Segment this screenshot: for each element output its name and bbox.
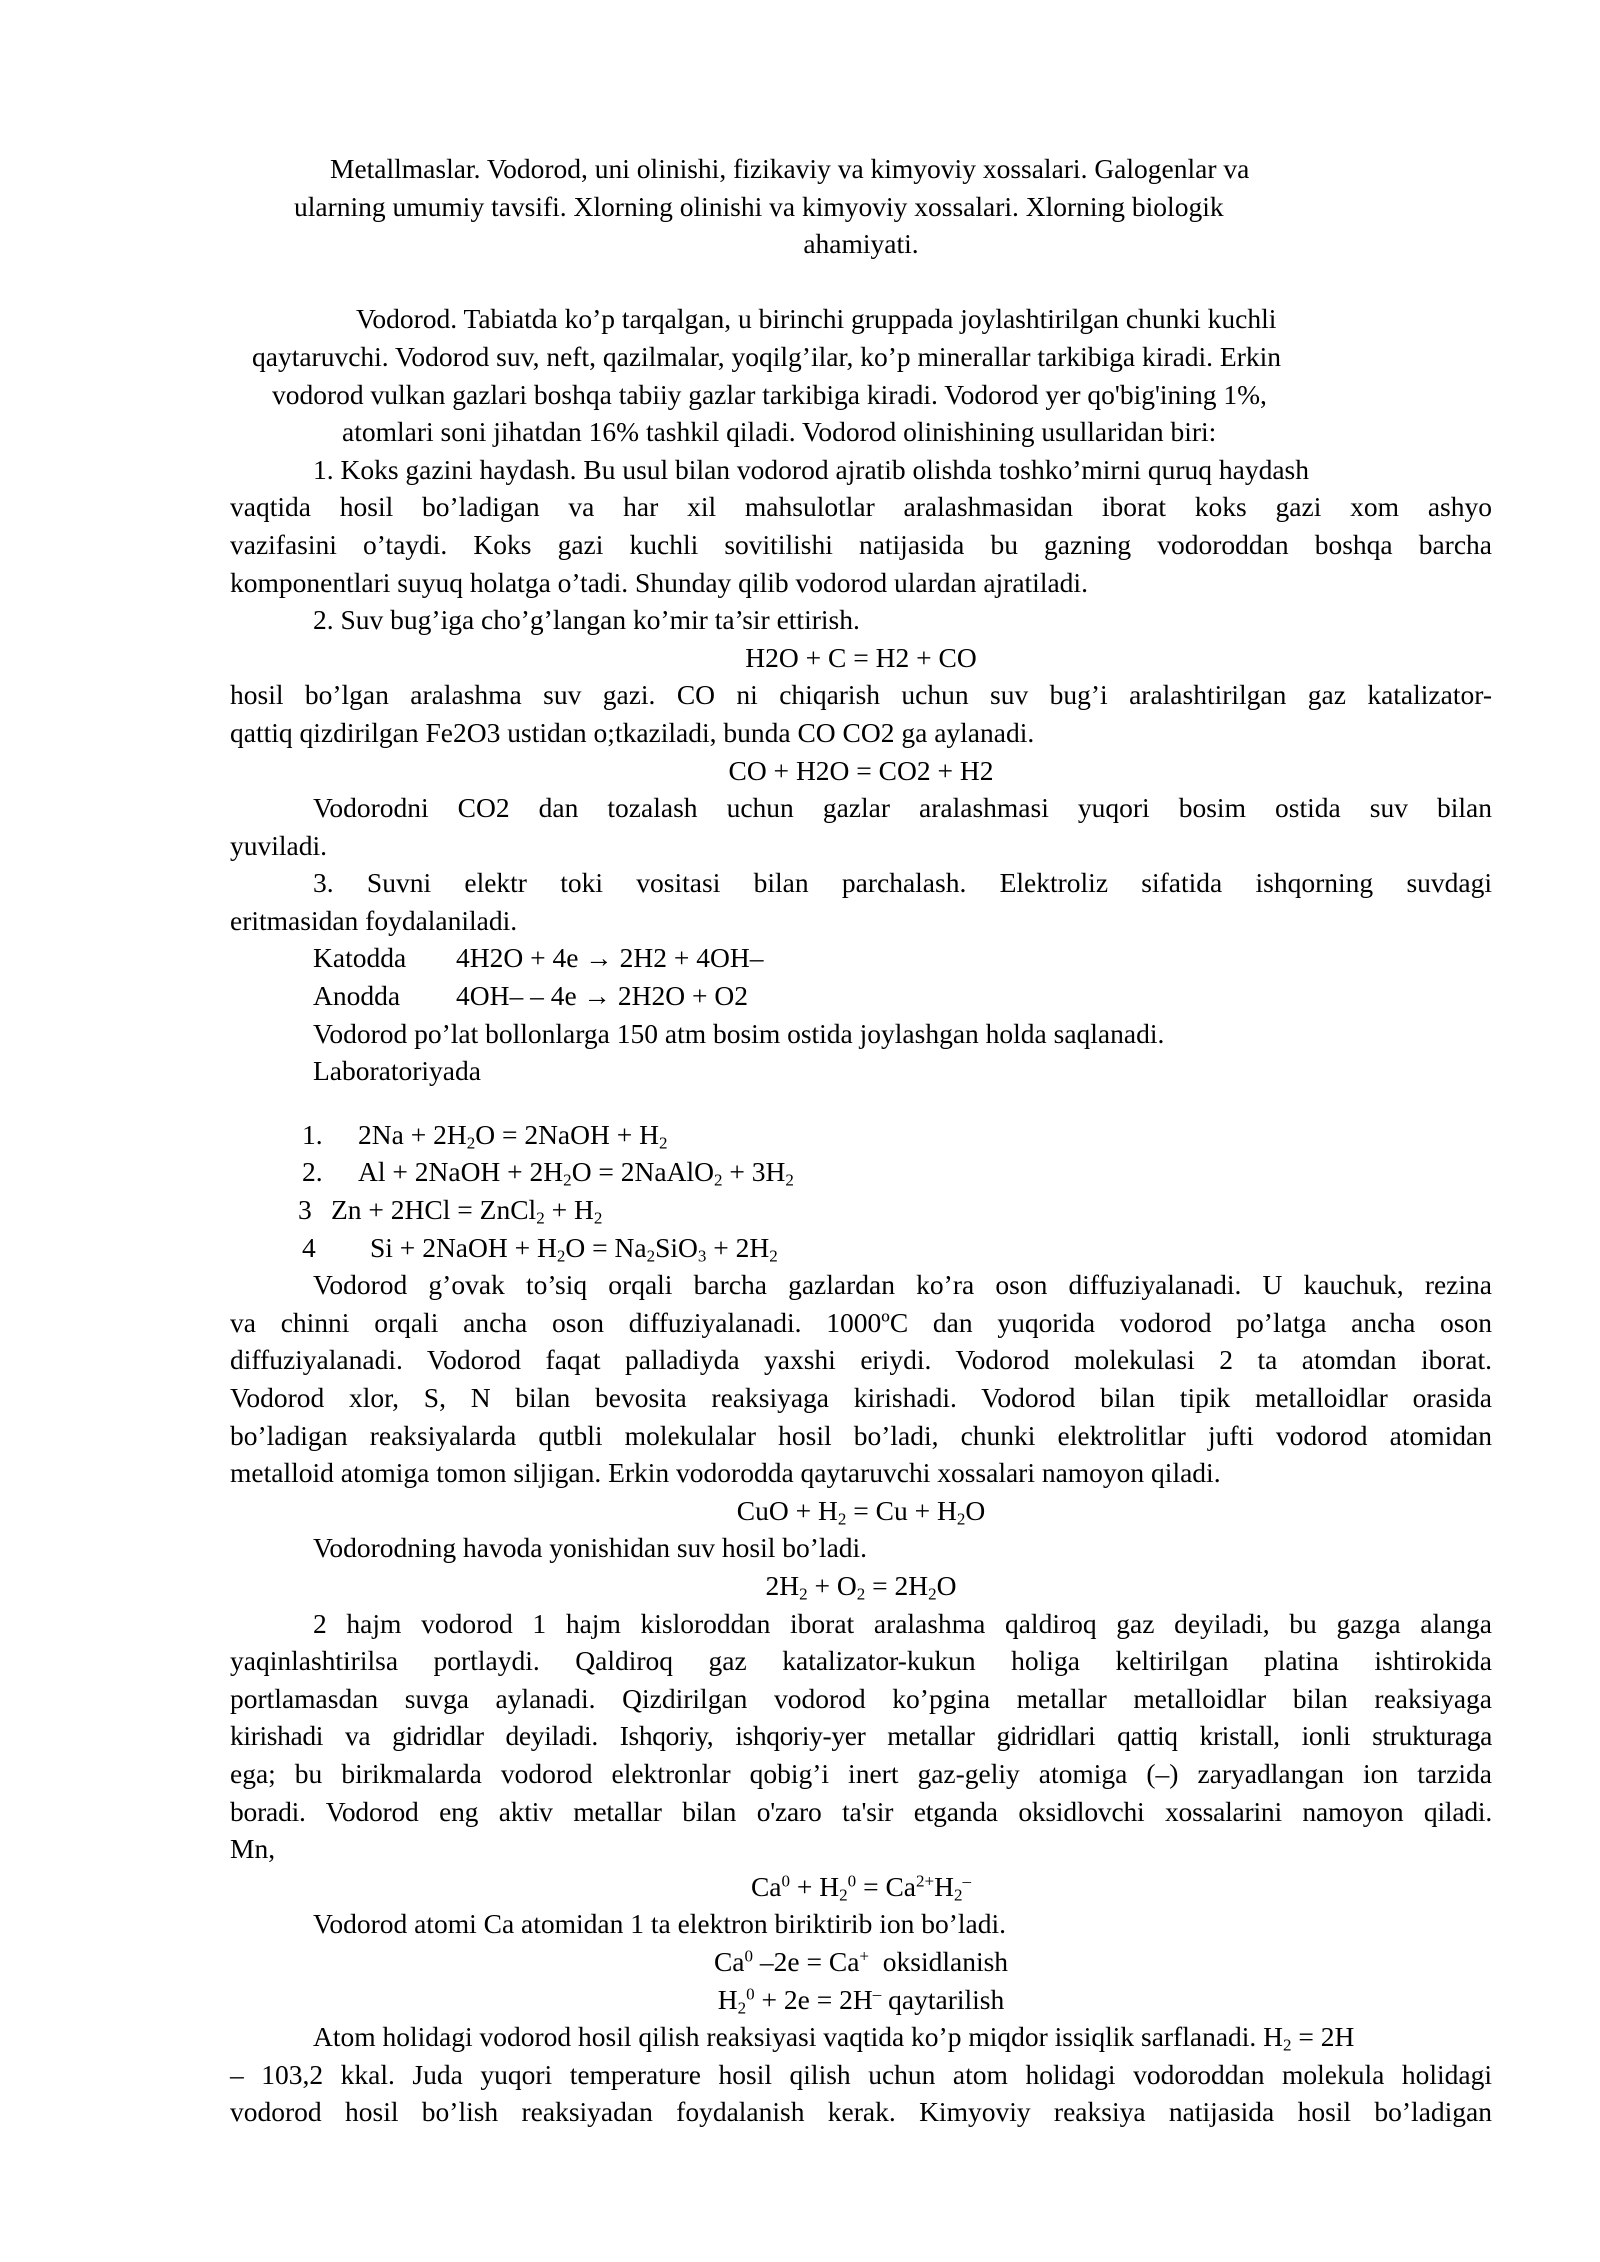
subscript: 2 xyxy=(1283,2035,1292,2055)
list-item xyxy=(230,1116,1492,1154)
reaction-text: + 3H xyxy=(722,1156,786,1188)
equation-text: Ca xyxy=(713,1945,745,1977)
detonating-gas-paragraph xyxy=(230,1605,1492,1868)
water-gas-paragraph xyxy=(230,676,1492,751)
paragraph-line: bo’ladigan reaksiyalarda qutbli molekulalar hosil bo’ladi, chunki elektrolitlar jufti vodorod atomidan xyxy=(230,1419,1492,1451)
reaction-text: Zn + 2HCl = ZnCl xyxy=(331,1194,537,1226)
subscript: 2 xyxy=(593,1208,603,1228)
cathode-label: Katodda xyxy=(313,942,407,974)
subscript: 2 xyxy=(713,1170,723,1190)
method-3-paragraph xyxy=(230,864,1492,939)
subscript: 2 xyxy=(769,1245,778,1265)
paragraph-line: atomlari soni jihatdan 16% tashkil qiladi. Vodorod olinishining usullaridan biri: xyxy=(342,416,1217,448)
subscript: 2 xyxy=(785,1170,794,1190)
equation-calcium-hydride xyxy=(230,1868,1492,1906)
reaction-text: Si + 2NaOH + H xyxy=(370,1231,557,1263)
superscript: + xyxy=(859,1946,870,1966)
list-number: 3 xyxy=(298,1194,312,1226)
superscript: 0 xyxy=(746,1984,755,2004)
paragraph-line: Mn, xyxy=(230,1833,276,1865)
paragraph-line: Vodorod xlor, S, N bilan bevosita reaksiyaga kirishadi. Vodorod bilan tipik metalloidlar orasida xyxy=(230,1382,1492,1413)
paragraph-line: diffuziyalanadi. Vodorod faqat palladiyda yaxshi eriydi. Vodorod molekulasi 2 ta atomdan iborat. xyxy=(230,1344,1492,1376)
paragraph-text: Atom holidagi vodorod hosil qilish reaksiyasi vaqtida ko’p miqdor issiqlik sarflanadi. H xyxy=(313,2021,1284,2053)
co2-cleaning-paragraph xyxy=(230,789,1492,864)
superscript: 0 xyxy=(847,1871,857,1891)
diffusion-paragraph xyxy=(230,1266,1492,1492)
equation-text: = Ca xyxy=(856,1870,916,1902)
list-number: 2. xyxy=(302,1156,323,1188)
equation-text: O xyxy=(965,1494,986,1526)
list-item xyxy=(230,1229,1492,1267)
equation-text: O xyxy=(936,1569,957,1601)
title-line: Metallmaslar. Vodorod, uni olinishi, fizikaviy va kimyoviy xossalari. Galogenlar va xyxy=(330,153,1250,184)
paragraph-line: eritmasidan foydalaniladi. xyxy=(230,904,518,936)
paragraph-line: Vodorod. Tabiatda ko’p tarqalgan, u birinchi gruppada joylashtirilgan chunki kuchli xyxy=(356,303,1277,335)
subscript: 2 xyxy=(658,1133,668,1153)
subscript: 2 xyxy=(839,1884,848,1904)
list-number: 4 xyxy=(302,1231,316,1263)
paragraph-line: Vodorodni CO2 dan tozalash uchun gazlar aralashmasi yuqori bosim ostida suv bilan xyxy=(313,792,1492,824)
anode-reaction xyxy=(230,977,1492,1015)
superscript: – xyxy=(962,1871,972,1891)
paragraph-line: 3. Suvni elektr toki vositasi bilan parchalash. Elektroliz sifatida ishqorning suvdagi xyxy=(313,867,1492,899)
subscript: 2 xyxy=(556,1245,566,1265)
paragraph-text: = 2H xyxy=(1291,2021,1355,2053)
subscript: 2 xyxy=(563,1170,572,1190)
equation-text: Ca xyxy=(750,1870,782,1902)
equation-text: H xyxy=(717,1983,738,2015)
method-2-heading: 2. Suv bug’iga cho’g’langan ko’mir ta’sir ettirish. xyxy=(313,604,860,636)
title-line: ahamiyati. xyxy=(803,228,919,260)
paragraph-line: kirishadi va gidridlar deyiladi. Ishqoriy, ishqoriy-yer metallar gidridlari qattiq kristall, ionli strukturaga xyxy=(230,1720,1492,1752)
lab-reactions-list xyxy=(230,1116,1492,1266)
paragraph-line: boradi. Vodorod eng aktiv metallar bilan o'zaro ta'sir etganda oksidlovchi xossalarini namoyon qiladi. xyxy=(230,1795,1492,1827)
paragraph-line: portlamasdan suvga aylanadi. Qizdirilgan vodorod ko’pgina metallar metalloidlar bilan reaksiyaga xyxy=(230,1682,1492,1714)
equation-text: = 2H xyxy=(865,1569,929,1601)
blank-line xyxy=(230,1090,1492,1116)
anode-label: Anodda xyxy=(313,980,401,1012)
paragraph-line: 2 hajm vodorod 1 hajm kisloroddan iborat aralashma qaldiroq gaz deyiladi, bu gazga alanga xyxy=(313,1607,1492,1639)
equation-text: CuO + H xyxy=(736,1494,838,1526)
superscript: 0 xyxy=(744,1946,754,1966)
subscript: 2 xyxy=(956,1509,966,1529)
reaction-text: O = 2NaOH + H xyxy=(475,1118,659,1150)
paragraph-line xyxy=(230,2018,1492,2056)
cathode-reaction xyxy=(230,939,1492,977)
reaction-text: O = 2NaAlO xyxy=(571,1156,714,1188)
list-item xyxy=(230,1153,1492,1191)
combustion-text: Vodorodning havoda yonishidan suv hosil bo’ladi. xyxy=(313,1532,868,1564)
subscript: 3 xyxy=(697,1245,707,1265)
equation-combustion xyxy=(230,1567,1492,1605)
reaction-text: O = Na xyxy=(565,1231,647,1263)
anode-equation: 4OH– – 4e → 2H2O + O2 xyxy=(456,980,749,1012)
document-title xyxy=(230,150,1492,263)
paragraph-line: va chinni orqali ancha oson diffuziyalanadi. 1000ºC dan yuqorida vodorod po’latga ancha oson xyxy=(230,1306,1492,1338)
equation-text: H xyxy=(934,1870,954,1902)
atomic-hydrogen-paragraph xyxy=(230,2018,1492,2131)
superscript: 0 xyxy=(781,1871,791,1891)
subscript: 2 xyxy=(837,1509,847,1529)
list-item xyxy=(230,1191,1492,1229)
paragraph-line: vaqtida hosil bo’ladigan va har xil mahsulotlar aralashmasidan iborat koks gazi xom ashyo xyxy=(230,491,1492,523)
paragraph-line: Vodorod g’ovak to’siq orqali barcha gazlardan ko’ra oson diffuziyalanadi. U kauchuk, rezina xyxy=(313,1269,1492,1301)
intro-paragraph xyxy=(230,300,1492,450)
subscript: 2 xyxy=(737,1997,747,2017)
equation-text: 2H xyxy=(765,1569,800,1601)
paragraph-line: ega; bu birikmalarda vodorod elektronlar qobig’i inert gaz-geliy atomiga (–) zaryadlangan ion tarzida xyxy=(230,1757,1492,1789)
reaction-text: SiO xyxy=(655,1231,698,1263)
reaction-text: + 2H xyxy=(706,1231,770,1263)
equation-text: oksidlanish xyxy=(869,1945,1009,1977)
paragraph-line: qattiq qizdirilgan Fe2O3 ustidan o;tkaziladi, bunda CO CO2 ga aylanadi. xyxy=(230,716,1035,748)
equation-water-gas: H2O + C = H2 + CO xyxy=(745,641,977,673)
paragraph-line: 1. Koks gazini haydash. Bu usul bilan vodorod ajratib olishda toshko’mirni quruq haydash xyxy=(313,453,1309,485)
paragraph-line: vazifasini o’taydi. Koks gazi kuchli sovitilishi natijasida bu gazning vodoroddan boshqa barcha xyxy=(230,528,1492,560)
equation-reduction xyxy=(230,1981,1492,2019)
subscript: 2 xyxy=(856,1584,866,1604)
paragraph-line: yaqinlashtirilsa portlaydi. Qaldiroq gaz katalizator-kukun holiga keltirilgan platina ishtirokida xyxy=(230,1645,1492,1677)
blank-line xyxy=(230,263,1492,301)
paragraph-line: yuviladi. xyxy=(230,829,328,861)
superscript: – xyxy=(872,1984,882,2004)
equation-text: –2e = Ca xyxy=(753,1945,860,1977)
list-number: 1. xyxy=(302,1118,323,1150)
document-page xyxy=(230,150,1492,2131)
title-line: ularning umumiy tavsifi. Xlorning olinishi va kimyoviy xossalari. Xlorning biologik xyxy=(294,190,1224,222)
paragraph-line: vodorod vulkan gazlari boshqa tabiiy gazlar tarkibiga kiradi. Vodorod yer qo'big'ining 1%, xyxy=(272,378,1267,410)
reaction-text: 2Na + 2H xyxy=(358,1118,467,1150)
method-1-paragraph xyxy=(230,451,1492,601)
superscript: 2+ xyxy=(916,1871,935,1891)
paragraph-line: hosil bo’lgan aralashma suv gazi. CO ni chiqarish uchun suv bug’i aralashtirilgan gaz katalizator- xyxy=(230,679,1492,711)
paragraph-line: komponentlari suyuq holatga o’tadi. Shunday qilib vodorod ulardan ajratiladi. xyxy=(230,566,1088,598)
reaction-text: + H xyxy=(544,1194,594,1226)
equation-text: = Cu + H xyxy=(846,1494,957,1526)
equation-oxidation xyxy=(230,1943,1492,1981)
lab-heading: Laboratoriyada xyxy=(313,1055,481,1087)
cathode-equation: 4H2O + 4e → 2H2 + 4OH– xyxy=(456,942,764,974)
equation-text: qaytarilish xyxy=(881,1983,1005,2015)
equation-text: + H xyxy=(790,1870,840,1902)
paragraph-line: – 103,2 kkal. Juda yuqori temperature hosil qilish uchun atom holidagi vodoroddan molekula holidagi xyxy=(230,2058,1492,2090)
subscript: 2 xyxy=(646,1245,656,1265)
equation-cuo xyxy=(230,1492,1492,1530)
subscript: 2 xyxy=(928,1584,937,1604)
paragraph-line: qaytaruvchi. Vodorod suv, neft, qazilmalar, yoqilg’ilar, ko’p minerallar tarkibiga kiradi. Erkin xyxy=(252,340,1282,372)
subscript: 2 xyxy=(466,1133,476,1153)
storage-text: Vodorod po’lat bollonlarga 150 atm bosim ostida joylashgan holda saqlanadi. xyxy=(313,1017,1165,1049)
equation-shift: CO + H2O = CO2 + H2 xyxy=(728,754,994,786)
reaction-text: Al + 2NaOH + 2H xyxy=(358,1156,564,1188)
paragraph-line: vodorod hosil bo’lish reaksiyadan foydalanish kerak. Kimyoviy reaksiya natijasida hosil bo’ladigan xyxy=(230,2096,1492,2128)
subscript: 2 xyxy=(954,1884,963,1904)
subscript: 2 xyxy=(536,1208,545,1228)
ion-text: Vodorod atomi Ca atomidan 1 ta elektron biriktirib ion bo’ladi. xyxy=(313,1908,1006,1940)
paragraph-line: metalloid atomiga tomon siljigan. Erkin vodorodda qaytaruvchi xossalari namoyon qiladi. xyxy=(230,1457,1221,1489)
equation-text: + O xyxy=(807,1569,857,1601)
equation-text: + 2e = 2H xyxy=(754,1983,873,2015)
subscript: 2 xyxy=(799,1584,808,1604)
